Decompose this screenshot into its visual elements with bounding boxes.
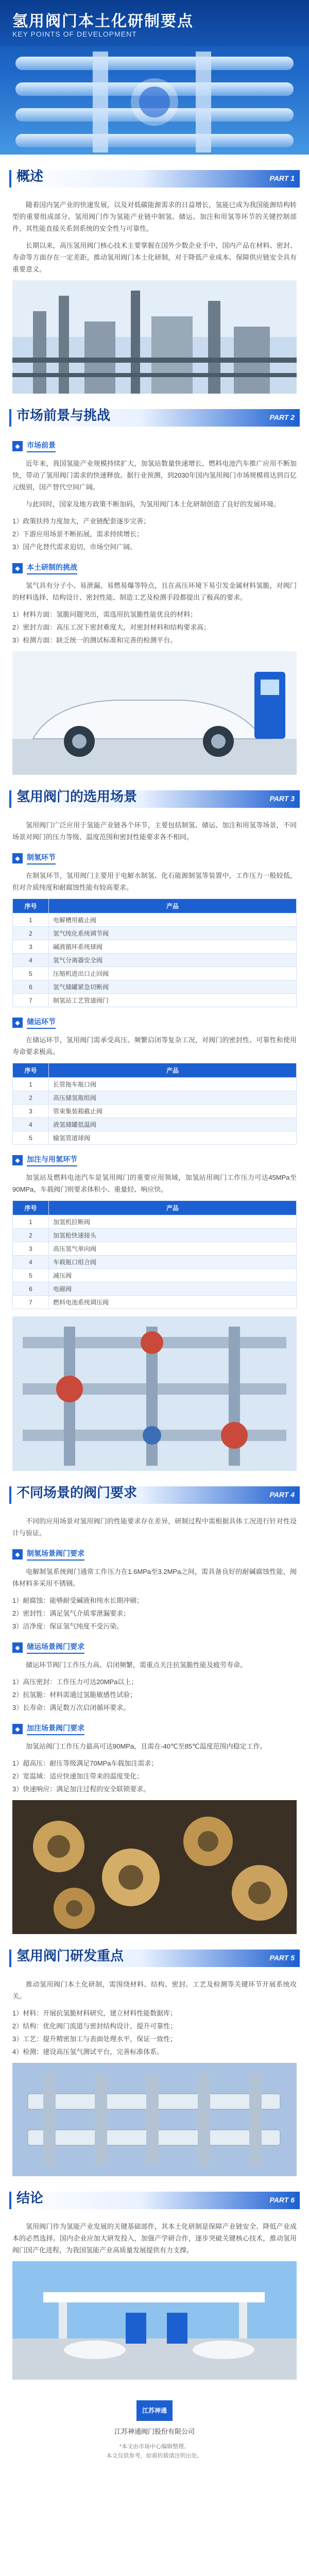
table-cell: 氢气分离器安全阀 — [49, 954, 297, 967]
table-row — [13, 1229, 297, 1242]
paragraph: 与此同时，国家及地方政策不断加码，为氢用阀门本土化研制创造了良好的发展环境。 — [26, 500, 281, 508]
list-item: 1）高压密封：工作压力可达20MPa以上； — [12, 1678, 138, 1686]
paragraph: 近年来，我国氢能产业规模持续扩大，加氢站数量快速增长，燃料电池汽车推广应用不断加快，带动了氢用阀门需求的快速释放。据行业预测，到2030年国内氢用阀门市场规模将达到百亿元级别，国产替代空间广阔。 — [12, 460, 297, 491]
list-item: 3）国产化替代需求迫切，市场空间广阔。 — [12, 543, 137, 551]
subsection-title: 储运场景阀门要求 — [27, 1641, 84, 1654]
subsection-tag — [12, 1548, 297, 1561]
table-cell: 6 — [13, 1282, 49, 1296]
table-row — [13, 1269, 297, 1282]
bullet-list — [12, 608, 297, 646]
paragraph: 储运环节阀门工作压力高、启闭频繁，需重点关注抗氢脆性能及疲劳寿命。 — [26, 1661, 247, 1669]
footer-note: 本文仅供参考，如需转载请注明出处。 — [106, 2453, 203, 2459]
hero-pipes-illustration — [0, 46, 309, 155]
table-row — [13, 1215, 297, 1229]
tag-marker-icon: ◆ — [12, 563, 23, 573]
part-label: PART 2 — [269, 413, 295, 421]
table-row — [13, 980, 297, 994]
bullet-list — [12, 1757, 297, 1795]
list-item: 1）材料：开展抗氢脆材料研究，建立材料性能数据库； — [12, 2009, 177, 2017]
paragraph: 电解制氢系统阀门通常工作压力在1.6MPa至3.2MPa之间，需具备良好的耐碱腐蚀性能，阀体材料多采用不锈钢。 — [12, 1568, 297, 1587]
list-item: 3）检测方面：缺乏统一的测试标准和完善的检测平台。 — [12, 636, 177, 644]
table-cell: 减压阀 — [49, 1269, 297, 1282]
paragraph: 氢用阀门广泛应用于氢能产业链各个环节，主要包括制氢、储运、加注和用氢等场景，不同场景对阀门的压力等级、温度范围和密封性能要求各不相同。 — [12, 821, 297, 841]
table-cell: 2 — [13, 927, 49, 940]
bullet-list — [12, 1595, 297, 1632]
table-row — [13, 1256, 297, 1269]
subsection-tag — [12, 440, 297, 452]
list-item: 2）下游应用场景不断拓展，需求持续增长； — [12, 530, 144, 538]
table-row — [13, 994, 297, 1007]
section-header-scenarios — [9, 786, 300, 812]
table-cell: 车载瓶口组合阀 — [49, 1256, 297, 1269]
table-row — [13, 967, 297, 980]
table-row — [13, 1078, 297, 1091]
table-cell: 5 — [13, 1269, 49, 1282]
list-item: 2）抗氢脆：材料需通过氢脆敏感性试验； — [12, 1691, 137, 1699]
tag-marker-icon: ◆ — [12, 441, 23, 451]
bullet-list — [12, 1676, 297, 1714]
list-item: 1）政策扶持力度加大，产业链配套逐步完善； — [12, 517, 150, 525]
table-row — [13, 1282, 297, 1296]
part-label: PART 4 — [269, 1490, 295, 1499]
table-row — [13, 954, 297, 967]
table-header: 序号 — [13, 1063, 49, 1078]
section-title: 市场前景与挑战 — [16, 408, 111, 423]
table-row — [13, 1296, 297, 1309]
hydrogen-station-photo — [12, 2261, 297, 2380]
table-row — [13, 1091, 297, 1105]
refinery-photo — [12, 280, 297, 394]
paragraph: 加氢站阀门工作压力最高可达90MPa，且需在-40℃至85℃温度范围内稳定工作。 — [26, 1742, 267, 1750]
table-cell: 2 — [13, 1229, 49, 1242]
table-row — [13, 913, 297, 927]
table-cell: 2 — [13, 1091, 49, 1105]
table-cell: 1 — [13, 1078, 49, 1091]
table-cell: 燃料电池系统调压阀 — [49, 1296, 297, 1309]
paragraph: 在储运环节，氢用阀门需承受高压、频繁启闭等复杂工况，对阀门的密封性、可靠性和使用寿命要求极高。 — [12, 1036, 297, 1056]
list-item: 1）耐腐蚀：能够耐受碱液和纯水长期冲刷； — [12, 1597, 144, 1604]
tag-marker-icon: ◆ — [12, 853, 23, 863]
subsection-tag — [12, 1641, 297, 1654]
table-cell: 4 — [13, 1118, 49, 1131]
list-item: 3）工艺：提升精密加工与表面处理水平，保证一致性； — [12, 2035, 177, 2043]
subsection-tag — [12, 562, 297, 574]
paragraph: 不同的应用场景对氢用阀门的性能要求存在差异，研制过程中需根据具体工况进行针对性设计与验证。 — [12, 1517, 297, 1537]
paragraph: 在制氢环节，氢用阀门主要用于电解水制氢、化石能源制氢等装置中，工作压力一般较低，但对介质纯度和耐腐蚀性能有较高要求。 — [12, 872, 297, 891]
part-label: PART 1 — [269, 174, 295, 182]
tag-marker-icon: ◆ — [12, 1155, 23, 1165]
section-title: 氢用阀门的选用场景 — [16, 789, 138, 804]
subsection-title: 制氢场景阀门要求 — [27, 1548, 84, 1561]
table-cell: 氢气储罐紧急切断阀 — [49, 980, 297, 994]
table-cell: 长管拖车瓶口阀 — [49, 1078, 297, 1091]
list-item: 1）超高压：耐压等级满足70MPa车载加注需求； — [12, 1759, 158, 1767]
subsection-tag — [12, 1154, 297, 1166]
table-header: 产品 — [49, 1063, 297, 1078]
company-name: 江苏神通阀门股份有限公司 — [114, 2428, 195, 2435]
table-cell: 5 — [13, 967, 49, 980]
table-cell: 输氢管道球阀 — [49, 1131, 297, 1145]
list-item: 3）快速响应：满足加注过程的安全联锁要求。 — [12, 1785, 150, 1793]
tag-marker-icon: ◆ — [12, 1018, 23, 1028]
subsection-title: 制氢环节 — [27, 852, 56, 865]
table-cell: 高压储氢瓶组阀 — [49, 1091, 297, 1105]
table-cell: 1 — [13, 913, 49, 927]
paragraph: 加氢站及燃料电池汽车是氢用阀门的重要应用领域，加氢站用阀门工作压力可达45MPa至90MPa，车载阀门则要求体积小、重量轻、响应快。 — [12, 1174, 297, 1193]
section-header-overview — [9, 166, 300, 192]
product-table-refueling — [12, 1200, 297, 1309]
table-row — [13, 940, 297, 954]
company-logo: 江苏神通 — [136, 2400, 173, 2421]
table-row — [13, 1242, 297, 1256]
subsection-tag — [12, 1016, 297, 1029]
hydrogen-car-photo — [12, 651, 297, 775]
paragraph: 氢气具有分子小、易泄漏、易燃易爆等特点，且在高压环境下易引发金属材料氢脆，对阀门的材料选择、结构设计、密封性能、制造工艺及检测手段都提出了极高的要求。 — [12, 582, 297, 601]
table-cell: 7 — [13, 1296, 49, 1309]
paragraph: 长期以来，高压氢用阀门核心技术主要掌握在国外少数企业手中，国内产品在材料、密封、寿命等方面存在一定差距。推动氢用阀门本土化研制，对于降低产业成本、保障供应链安全具有重要意义。 — [12, 242, 297, 273]
table-cell: 压缩机进出口止回阀 — [49, 967, 297, 980]
table-cell: 碱液循环系统球阀 — [49, 940, 297, 954]
hero-banner — [0, 0, 309, 155]
table-cell: 加氢枪快速接头 — [49, 1229, 297, 1242]
table-cell: 高压氢气单向阀 — [49, 1242, 297, 1256]
list-item: 2）密封性：满足氢气介质零泄漏要求； — [12, 1609, 130, 1617]
brass-valves-photo — [12, 1800, 297, 1934]
part-label: PART 6 — [269, 2196, 295, 2204]
table-cell: 制氢站工艺管道阀门 — [49, 994, 297, 1007]
table-header: 产品 — [49, 1201, 297, 1215]
subsection-title: 储运环节 — [27, 1016, 56, 1029]
table-cell: 管束集装箱截止阀 — [49, 1105, 297, 1118]
section-title: 结论 — [16, 2190, 44, 2206]
list-item: 3）洁净度：保证氢气纯度不受污染。 — [12, 1622, 124, 1630]
paragraph: 推动氢用阀门本土化研制，需围绕材料、结构、密封、工艺及检测等关键环节开展系统攻关。 — [12, 1980, 297, 2000]
product-table-production — [12, 899, 297, 1007]
list-item: 4）检测：建设高压氢气测试平台，完善标准体系。 — [12, 2048, 164, 2056]
subsection-tag — [12, 852, 297, 865]
section-header-conclusion — [9, 2188, 300, 2213]
bullet-list — [12, 2007, 297, 2058]
table-cell: 加氢机拉断阀 — [49, 1215, 297, 1229]
footer — [0, 2390, 309, 2474]
list-item: 2）结构：优化阀门流道与密封结构设计，提升可靠性； — [12, 2022, 177, 2030]
list-item: 2）宽温域：适应快速加注带来的温度变化； — [12, 1772, 144, 1780]
table-header: 产品 — [49, 899, 297, 913]
footer-note: *本文由市场中心编辑整理。 — [119, 2444, 190, 2450]
table-row — [13, 927, 297, 940]
list-item: 1）材料方面：氢脆问题突出，需选用抗氢脆性能优良的材料； — [12, 611, 197, 618]
table-cell: 3 — [13, 1242, 49, 1256]
table-header: 序号 — [13, 1201, 49, 1215]
product-table-storage — [12, 1063, 297, 1145]
manifold-photo — [12, 2063, 297, 2176]
section-title: 不同场景的阀门要求 — [16, 1485, 138, 1500]
table-row — [13, 1105, 297, 1118]
table-cell: 6 — [13, 980, 49, 994]
tag-marker-icon: ◆ — [12, 1642, 23, 1653]
table-header: 序号 — [13, 899, 49, 913]
section-header-bar — [9, 2192, 300, 2209]
table-row — [13, 1131, 297, 1145]
tag-marker-icon: ◆ — [12, 1549, 23, 1560]
section-header-bar — [9, 170, 300, 188]
hero-subtitle: KEY POINTS OF DEVELOPMENT — [12, 30, 137, 38]
table-cell: 4 — [13, 954, 49, 967]
list-item: 3）长寿命：满足数万次启闭循环要求。 — [12, 1704, 130, 1711]
table-cell: 电解槽用截止阀 — [49, 913, 297, 927]
paragraph: 氢用阀门作为氢能产业发展的关键基础部件，其本土化研制是保障产业链安全、降低产业成本的必然选择。国内企业应加大研发投入，加强产学研合作，逐步突破关键核心技术，推动氢用阀门国产化进程，为我国氢能产业高质量发展提供有力支撑。 — [12, 2223, 297, 2254]
subsection-title: 市场前景 — [27, 440, 56, 452]
section-header-requirements — [9, 1482, 300, 1508]
section-title: 氢用阀门研发重点 — [16, 1948, 124, 1963]
table-cell: 7 — [13, 994, 49, 1007]
paragraph: 随着国内氢产业的快速发展，以及对低碳能源需求的日益增长，氢能已成为我国能源结构转型的重要组成部分。氢用阀门作为氢能产业链中制氢、储运、加注和用氢等环节的关键控制部件，其性能直接关系到系统的安全性与可靠性。 — [12, 201, 297, 232]
part-label: PART 5 — [269, 1954, 295, 1962]
list-item: 2）密封方面：高压工况下密封难度大，对密封材料和结构要求高； — [12, 623, 211, 631]
table-cell: 电磁阀 — [49, 1282, 297, 1296]
table-cell: 液氢储罐低温阀 — [49, 1118, 297, 1131]
table-cell: 1 — [13, 1215, 49, 1229]
table-cell: 5 — [13, 1131, 49, 1145]
subsection-tag — [12, 1723, 297, 1735]
subsection-title: 加注场景阀门要求 — [27, 1723, 84, 1735]
tag-marker-icon: ◆ — [12, 1724, 23, 1734]
section-title: 概述 — [16, 168, 44, 184]
table-row — [13, 1118, 297, 1131]
part-label: PART 3 — [269, 794, 295, 803]
section-header-market — [9, 405, 300, 431]
subsection-title: 加注与用氢环节 — [27, 1154, 77, 1166]
table-cell: 氢气纯化系统调节阀 — [49, 927, 297, 940]
hero-title: 氢用阀门本土化研制要点 — [12, 13, 194, 30]
subsection-title: 本土研制的挑战 — [27, 562, 77, 574]
section-header-rnd — [9, 1945, 300, 1971]
table-cell: 3 — [13, 1105, 49, 1118]
bullet-list — [12, 515, 297, 553]
valve-equipment-photo — [12, 1316, 297, 1471]
table-cell: 4 — [13, 1256, 49, 1269]
table-cell: 3 — [13, 940, 49, 954]
